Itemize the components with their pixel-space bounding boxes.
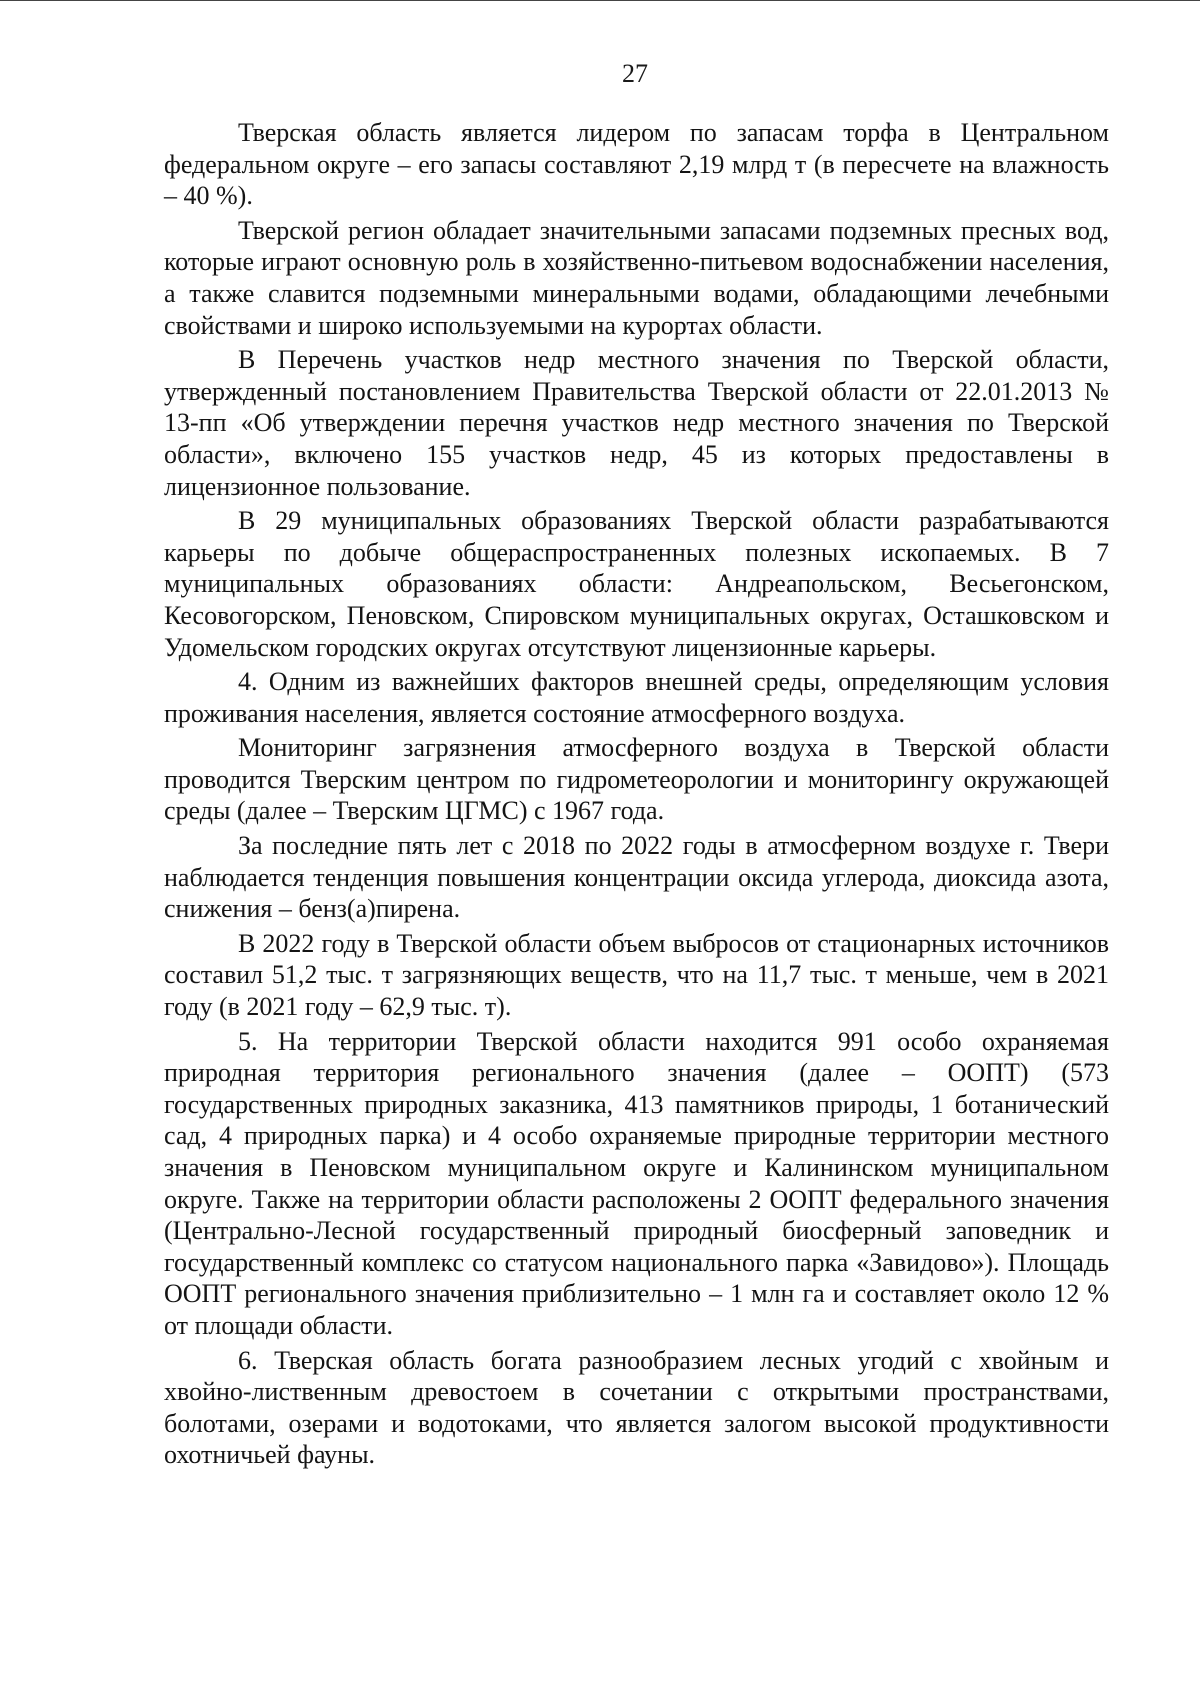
paragraph-forests-fauna: 6. Тверская область богата разнообразием лесных угодий с хвойным и хвойно-лиственным древостоем в сочетании с открытыми пространствами, болотами, озерами и водотоками, что является залогом высокой продуктивности охотничьей фауны.	[164, 1345, 1109, 1470]
document-body	[164, 117, 1109, 1474]
paragraph-protected-areas: 5. На территории Тверской области находится 991 особо охраняемая природная территория регионального значения (далее – ООПТ) (573 государственных природных заказника, 413 памятников природы, 1 ботанический сад, 4 природных парка) и 4 особо охраняемые природные территории местного значения в Пеновском муниципальном округе и Калининском муниципальном округе. Также на территории области расположены 2 ООПТ федерального значения (Центрально-Лесной государственный природный биосферный заповедник и государственный комплекс со статусом национального парка «Завидово»). Площадь ООПТ регионального значения приблизительно – 1 млн га и составляет около 12 % от площади области.	[164, 1026, 1109, 1340]
paragraph-peat-reserves: Тверская область является лидером по запасам торфа в Центральном федеральном округе – его запасы составляют 2,19 млрд т (в пересчете на влажность – 40 %).	[164, 118, 1109, 211]
paragraph-air-quality: 4. Одним из важнейших факторов внешней среды, определяющим условия проживания населения, является состояние атмосферного воздуха.	[164, 667, 1109, 728]
paragraph-quarries: В 29 муниципальных образованиях Тверской области разрабатываются карьеры по добыче общераспространенных полезных ископаемых. В 7 муниципальных образованиях области: Андреапольском, Весьегонском, Кесовогорском, Пеновском, Спировском муниципальных округах, Осташковском и Удомельском городских округах отсутствуют лицензионные карьеры.	[164, 506, 1109, 662]
paragraph-air-monitoring: Мониторинг загрязнения атмосферного воздуха в Тверской области проводится Тверским центром по гидрометеорологии и мониторингу окружающей среды (далее – Тверским ЦГМС) с 1967 года.	[164, 733, 1109, 826]
paragraph-air-trends: За последние пять лет с 2018 по 2022 годы в атмосферном воздухе г. Твери наблюдается тенденция повышения концентрации оксида углерода, диоксида азота, снижения – бенз(а)пирена.	[164, 831, 1109, 924]
paragraph-subsoil-list: В Перечень участков недр местного значения по Тверской области, утвержденный постановлением Правительства Тверской области от 22.01.2013 № 13-пп «Об утверждении перечня участков недр местного значения по Тверской области», включено 155 участков недр, 45 из которых предоставлены в лицензионное пользование.	[164, 345, 1109, 501]
paragraph-groundwater: Тверской регион обладает значительными запасами подземных пресных вод, которые играют основную роль в хозяйственно-питьевом водоснабжении населения, а также славится подземными минеральными водами, обладающими лечебными свойствами и широко используемыми на курортах области.	[164, 215, 1109, 340]
paragraph-emissions: В 2022 году в Тверской области объем выбросов от стационарных источников составил 51,2 тыс. т загрязняющих веществ, что на 11,7 тыс. т меньше, чем в 2021 году (в 2021 году – 62,9 тыс. т).	[164, 928, 1109, 1022]
page-number: 27	[622, 59, 648, 88]
